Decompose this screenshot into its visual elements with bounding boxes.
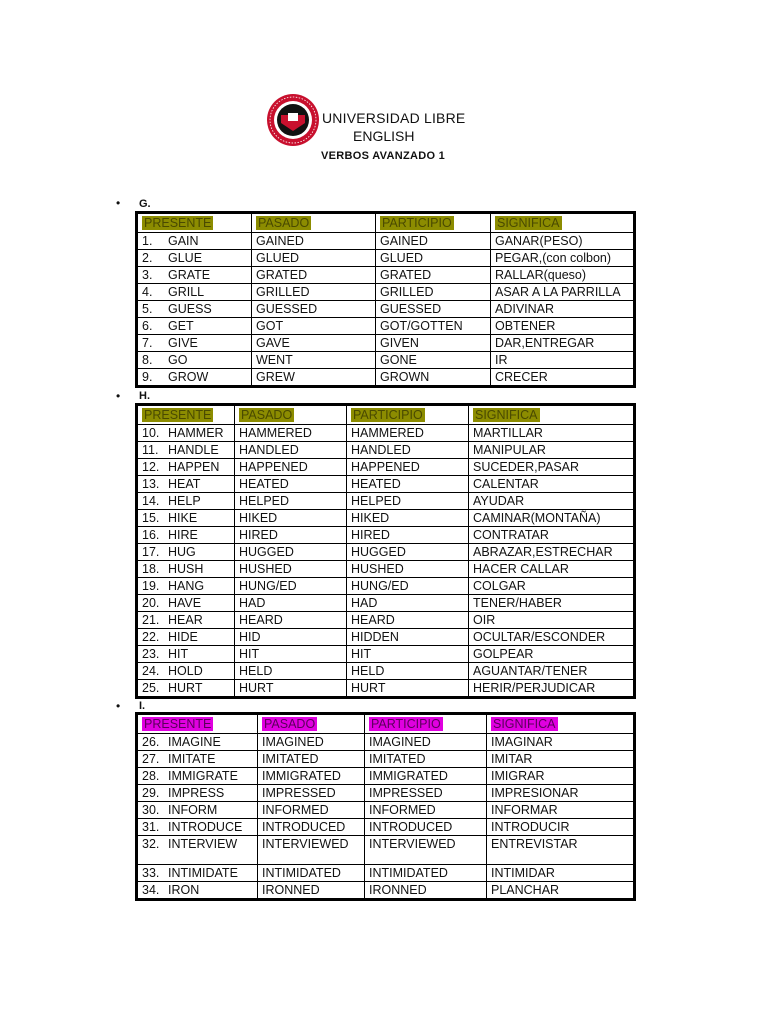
cell-significa: GANAR(PESO) — [491, 233, 635, 250]
row-number: 23. — [142, 647, 160, 661]
table-body-i — [137, 734, 635, 900]
verb-present: IMMIGRATE — [168, 769, 238, 783]
cell-significa: OBTENER — [491, 318, 635, 335]
cell-participio: INTERVIEWED — [365, 836, 487, 865]
bullet-icon: • — [116, 699, 121, 713]
cell-pasado: HID — [235, 629, 347, 646]
table-row — [137, 459, 635, 476]
verb-present: INTRODUCE — [168, 820, 243, 834]
cell-pasado: IMITATED — [258, 751, 365, 768]
table-row — [137, 785, 635, 802]
cell-significa: ABRAZAR,ESTRECHAR — [469, 544, 635, 561]
cell-pasado: HEATED — [235, 476, 347, 493]
row-number: 6. — [142, 319, 153, 333]
cell-presente — [137, 369, 252, 387]
cell-presente — [137, 751, 258, 768]
cell-participio: HAPPENED — [347, 459, 469, 476]
row-number: 29. — [142, 786, 160, 800]
cell-pasado: HAPPENED — [235, 459, 347, 476]
cell-presente — [137, 250, 252, 267]
row-number: 7. — [142, 336, 153, 350]
table-row — [137, 318, 635, 335]
verb-present: HOLD — [168, 664, 203, 678]
cell-participio: HEATED — [347, 476, 469, 493]
cell-participio: INTRODUCED — [365, 819, 487, 836]
cell-participio: IMAGINED — [365, 734, 487, 751]
table-body-g — [137, 233, 635, 387]
row-number: 30. — [142, 803, 160, 817]
row-number: 31. — [142, 820, 160, 834]
header-presente: PRESENTE — [144, 408, 212, 422]
verb-present: INTERVIEW — [168, 837, 238, 851]
cell-presente — [137, 318, 252, 335]
table-row — [137, 352, 635, 369]
header-presente: PRESENTE — [144, 717, 212, 731]
cell-presente — [137, 442, 235, 459]
cell-participio: HURT — [347, 680, 469, 698]
verb-present: HIKE — [168, 511, 198, 525]
university-name: UNIVERSIDAD LIBRE — [322, 110, 466, 126]
cell-significa: CRECER — [491, 369, 635, 387]
table-row — [137, 612, 635, 629]
table-row — [137, 544, 635, 561]
table-row — [137, 250, 635, 267]
cell-pasado: IMAGINED — [258, 734, 365, 751]
verb-present: GIVE — [168, 336, 198, 350]
cell-presente — [137, 425, 235, 442]
row-number: 9. — [142, 370, 153, 384]
cell-pasado: IMMIGRATED — [258, 768, 365, 785]
verb-present: GLUE — [168, 251, 203, 265]
cell-participio: INTIMIDATED — [365, 865, 487, 882]
cell-participio: HAMMERED — [347, 425, 469, 442]
cell-pasado: HIT — [235, 646, 347, 663]
cell-participio: GRATED — [376, 267, 491, 284]
cell-pasado: HUNG/ED — [235, 578, 347, 595]
row-number: 1. — [142, 234, 153, 248]
verb-present: GUESS — [168, 302, 212, 316]
table-row — [137, 335, 635, 352]
verb-present: INTIMIDATE — [168, 866, 238, 880]
table-row — [137, 267, 635, 284]
table-row — [137, 425, 635, 442]
section-letter-i: I. — [139, 700, 146, 712]
verb-present: GO — [168, 353, 188, 367]
table-body-h — [137, 425, 635, 698]
verb-present: HEAR — [168, 613, 203, 627]
cell-participio: GONE — [376, 352, 491, 369]
verb-present: GRATE — [168, 268, 211, 282]
verb-present: HANG — [168, 579, 205, 593]
header-participio: PARTICIPIO — [353, 408, 423, 422]
bullet-icon: • — [116, 196, 121, 210]
verb-present: HIRE — [168, 528, 198, 542]
row-number: 19. — [142, 579, 160, 593]
verb-present: IRON — [168, 883, 200, 897]
table-header-row — [137, 714, 635, 734]
section-letter-h: H. — [139, 390, 150, 402]
cell-participio: HUNG/ED — [347, 578, 469, 595]
row-number: 11. — [142, 443, 159, 457]
page-title: VERBOS AVANZADO 1 — [321, 150, 446, 162]
header-pasado: PASADO — [258, 216, 310, 230]
table-header-row — [137, 405, 635, 425]
cell-participio: HIDDEN — [347, 629, 469, 646]
table-row — [137, 629, 635, 646]
table-row — [137, 734, 635, 751]
cell-significa: IMITAR — [487, 751, 635, 768]
cell-pasado: HELD — [235, 663, 347, 680]
cell-significa: IMPRESIONAR — [487, 785, 635, 802]
row-number: 12. — [142, 460, 160, 474]
cell-presente — [137, 646, 235, 663]
cell-participio: HANDLED — [347, 442, 469, 459]
verb-present: GROW — [168, 370, 209, 384]
cell-presente — [137, 819, 258, 836]
cell-presente — [137, 785, 258, 802]
cell-participio: HELD — [347, 663, 469, 680]
cell-presente — [137, 836, 258, 865]
row-number: 22. — [142, 630, 160, 644]
cell-significa: SUCEDER,PASAR — [469, 459, 635, 476]
row-number: 8. — [142, 353, 153, 367]
verb-present: HAVE — [168, 596, 202, 610]
table-row — [137, 527, 635, 544]
row-number: 3. — [142, 268, 153, 282]
cell-significa: CAMINAR(MONTAÑA) — [469, 510, 635, 527]
cell-participio: GROWN — [376, 369, 491, 387]
table-row — [137, 301, 635, 318]
verbs-table-g — [135, 211, 636, 388]
table-row — [137, 510, 635, 527]
cell-significa: TENER/HABER — [469, 595, 635, 612]
cell-participio: HUSHED — [347, 561, 469, 578]
cell-participio: IMITATED — [365, 751, 487, 768]
cell-pasado: INTIMIDATED — [258, 865, 365, 882]
cell-pasado: HURT — [235, 680, 347, 698]
cell-participio: HIKED — [347, 510, 469, 527]
cell-significa: IMAGINAR — [487, 734, 635, 751]
cell-presente — [137, 561, 235, 578]
cell-presente — [137, 267, 252, 284]
verb-present: IMPRESS — [168, 786, 225, 800]
table-row — [137, 819, 635, 836]
cell-significa: HERIR/PERJUDICAR — [469, 680, 635, 698]
table-row — [137, 476, 635, 493]
cell-presente — [137, 629, 235, 646]
cell-significa: RALLAR(queso) — [491, 267, 635, 284]
cell-significa: OIR — [469, 612, 635, 629]
cell-presente — [137, 882, 258, 900]
header-participio: PARTICIPIO — [371, 717, 441, 731]
verb-present: HURT — [168, 681, 203, 695]
row-number: 28. — [142, 769, 160, 783]
verb-present: HANDLE — [168, 443, 219, 457]
cell-significa: ADIVINAR — [491, 301, 635, 318]
row-number: 4. — [142, 285, 153, 299]
cell-significa: OCULTAR/ESCONDER — [469, 629, 635, 646]
verb-present: HELP — [168, 494, 201, 508]
cell-significa: ENTREVISTAR — [487, 836, 635, 865]
cell-presente — [137, 768, 258, 785]
table-row — [137, 663, 635, 680]
cell-presente — [137, 510, 235, 527]
cell-presente — [137, 802, 258, 819]
verb-present: HIDE — [168, 630, 198, 644]
cell-participio: HAD — [347, 595, 469, 612]
verb-present: HUG — [168, 545, 196, 559]
cell-pasado: HAD — [235, 595, 347, 612]
cell-presente — [137, 544, 235, 561]
table-row — [137, 680, 635, 698]
table-row — [137, 493, 635, 510]
verb-present: GET — [168, 319, 194, 333]
verb-present: HUSH — [168, 562, 204, 576]
cell-significa: PEGAR,(con colbon) — [491, 250, 635, 267]
header-participio: PARTICIPIO — [382, 216, 452, 230]
verb-present: IMAGINE — [168, 735, 221, 749]
cell-pasado: INFORMED — [258, 802, 365, 819]
table-row — [137, 369, 635, 387]
cell-pasado: HELPED — [235, 493, 347, 510]
row-number: 18. — [142, 562, 160, 576]
cell-significa: CALENTAR — [469, 476, 635, 493]
cell-participio: HELPED — [347, 493, 469, 510]
cell-participio: INFORMED — [365, 802, 487, 819]
cell-participio: GLUED — [376, 250, 491, 267]
cell-pasado: HIRED — [235, 527, 347, 544]
cell-participio: IMPRESSED — [365, 785, 487, 802]
cell-significa: GOLPEAR — [469, 646, 635, 663]
cell-significa: INFORMAR — [487, 802, 635, 819]
verb-present: HAMMER — [168, 426, 224, 440]
row-number: 21. — [142, 613, 160, 627]
verb-present: HAPPEN — [168, 460, 220, 474]
cell-significa: CONTRATAR — [469, 527, 635, 544]
table-row — [137, 751, 635, 768]
cell-significa: ASAR A LA PARRILLA — [491, 284, 635, 301]
cell-pasado: INTRODUCED — [258, 819, 365, 836]
header-significa: SIGNIFICA — [497, 216, 560, 230]
cell-significa: AGUANTAR/TENER — [469, 663, 635, 680]
row-number: 13. — [142, 477, 160, 491]
cell-presente — [137, 595, 235, 612]
cell-presente — [137, 459, 235, 476]
cell-presente — [137, 493, 235, 510]
row-number: 24. — [142, 664, 160, 678]
verb-present: INFORM — [168, 803, 218, 817]
table-row — [137, 578, 635, 595]
table-row — [137, 836, 635, 865]
cell-significa: DAR,ENTREGAR — [491, 335, 635, 352]
table-row — [137, 882, 635, 900]
row-number: 2. — [142, 251, 153, 265]
bullet-icon: • — [116, 389, 121, 403]
cell-participio: HUGGED — [347, 544, 469, 561]
cell-participio: GIVEN — [376, 335, 491, 352]
cell-significa: MARTILLAR — [469, 425, 635, 442]
verb-present: IMITATE — [168, 752, 216, 766]
verb-present: HIT — [168, 647, 189, 661]
cell-presente — [137, 476, 235, 493]
row-number: 17. — [142, 545, 160, 559]
verb-present: HEAT — [168, 477, 201, 491]
cell-significa: COLGAR — [469, 578, 635, 595]
cell-pasado: GAINED — [252, 233, 376, 250]
cell-presente — [137, 680, 235, 698]
header-pasado: PASADO — [241, 408, 293, 422]
row-number: 34. — [142, 883, 160, 897]
table-row — [137, 768, 635, 785]
cell-significa: HACER CALLAR — [469, 561, 635, 578]
cell-significa: IMIGRAR — [487, 768, 635, 785]
cell-significa: MANIPULAR — [469, 442, 635, 459]
cell-pasado: GLUED — [252, 250, 376, 267]
row-number: 26. — [142, 735, 160, 749]
cell-pasado: HAMMERED — [235, 425, 347, 442]
row-number: 25. — [142, 681, 160, 695]
table-header-row — [137, 213, 635, 233]
cell-pasado: INTERVIEWED — [258, 836, 365, 865]
cell-significa: AYUDAR — [469, 493, 635, 510]
cell-presente — [137, 527, 235, 544]
cell-pasado: IMPRESSED — [258, 785, 365, 802]
cell-participio: HIRED — [347, 527, 469, 544]
table-row — [137, 595, 635, 612]
verbs-table-h — [135, 403, 636, 699]
row-number: 16. — [142, 528, 160, 542]
cell-participio: GAINED — [376, 233, 491, 250]
cell-participio: HEARD — [347, 612, 469, 629]
cell-pasado: GUESSED — [252, 301, 376, 318]
cell-presente — [137, 865, 258, 882]
row-number: 32. — [142, 837, 160, 851]
cell-significa: PLANCHAR — [487, 882, 635, 900]
cell-participio: IMMIGRATED — [365, 768, 487, 785]
cell-pasado: HIKED — [235, 510, 347, 527]
table-row — [137, 233, 635, 250]
cell-pasado: HUGGED — [235, 544, 347, 561]
table-row — [137, 561, 635, 578]
cell-pasado: IRONNED — [258, 882, 365, 900]
cell-presente — [137, 335, 252, 352]
cell-pasado: WENT — [252, 352, 376, 369]
cell-presente — [137, 284, 252, 301]
cell-participio: HIT — [347, 646, 469, 663]
cell-presente — [137, 612, 235, 629]
header-significa: SIGNIFICA — [475, 408, 538, 422]
cell-significa: INTIMIDAR — [487, 865, 635, 882]
university-logo-icon — [266, 93, 320, 147]
row-number: 33. — [142, 866, 160, 880]
section-letter-g: G. — [139, 198, 151, 210]
verbs-table-i — [135, 712, 636, 901]
cell-presente — [137, 233, 252, 250]
table-row — [137, 802, 635, 819]
row-number: 15. — [142, 511, 160, 525]
verb-present: GRILL — [168, 285, 205, 299]
cell-participio: GRILLED — [376, 284, 491, 301]
cell-presente — [137, 663, 235, 680]
table-row — [137, 284, 635, 301]
cell-pasado: HUSHED — [235, 561, 347, 578]
subject-name: ENGLISH — [353, 128, 415, 144]
cell-participio: GOT/GOTTEN — [376, 318, 491, 335]
row-number: 27. — [142, 752, 160, 766]
row-number: 14. — [142, 494, 160, 508]
row-number: 20. — [142, 596, 160, 610]
table-row — [137, 865, 635, 882]
row-number: 5. — [142, 302, 153, 316]
cell-presente — [137, 301, 252, 318]
cell-significa: IR — [491, 352, 635, 369]
cell-participio: IRONNED — [365, 882, 487, 900]
table-row — [137, 442, 635, 459]
header-pasado: PASADO — [264, 717, 316, 731]
cell-presente — [137, 734, 258, 751]
cell-participio: GUESSED — [376, 301, 491, 318]
cell-pasado: GRATED — [252, 267, 376, 284]
verb-present: GAIN — [168, 234, 199, 248]
cell-significa: INTRODUCIR — [487, 819, 635, 836]
cell-pasado: GAVE — [252, 335, 376, 352]
header-significa: SIGNIFICA — [493, 717, 556, 731]
table-row — [137, 646, 635, 663]
header-presente: PRESENTE — [144, 216, 212, 230]
row-number: 10. — [142, 426, 160, 440]
cell-pasado: HANDLED — [235, 442, 347, 459]
cell-presente — [137, 578, 235, 595]
cell-pasado: HEARD — [235, 612, 347, 629]
cell-pasado: GOT — [252, 318, 376, 335]
cell-pasado: GREW — [252, 369, 376, 387]
cell-pasado: GRILLED — [252, 284, 376, 301]
cell-presente — [137, 352, 252, 369]
